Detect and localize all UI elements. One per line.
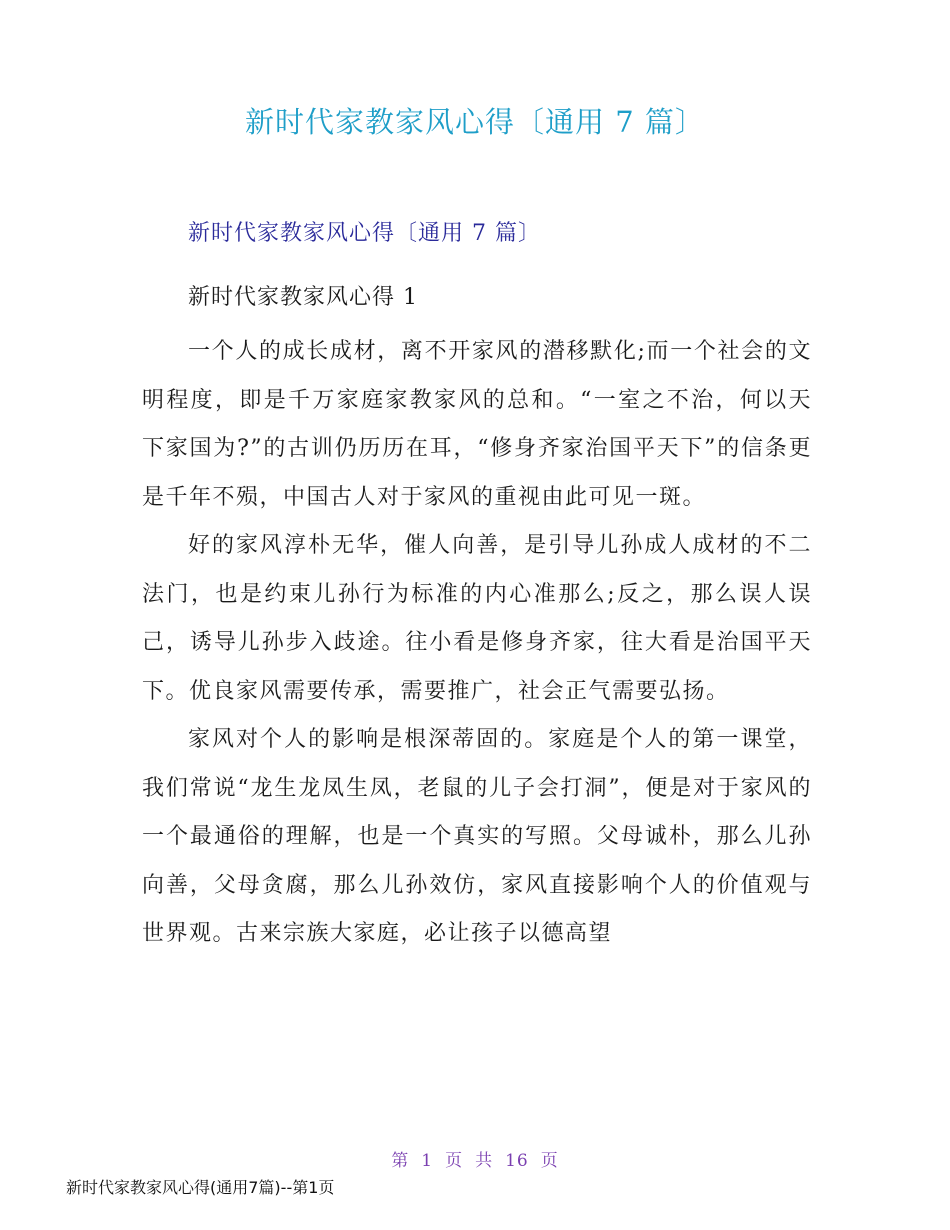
total-unit: 页 <box>540 1151 559 1171</box>
document-footer-label: 新时代家教家风心得(通用7篇)--第1页 <box>66 1178 335 1197</box>
paragraph-3: 家风对个人的影响是根深蒂固的。家庭是个人的第一课堂，我们常说“龙生龙凤生凤，老鼠的儿子会打洞”，便是对于家风的一个最通俗的理解，也是一个真实的写照。父母诚朴，那么儿孙向善，父母贪腐，那么儿孙效仿，家风直接影响个人的价值观与世界观。古来宗族大家庭，必让孩子以德高望 <box>142 727 812 946</box>
page-title: 新时代家教家风心得〔通用 7 篇〕 <box>245 105 705 139</box>
paragraph-1: 一个人的成长成材，离不开家风的潜移默化;而一个社会的文明程度，即是千万家庭家教家风的总和。“一室之不治，何以天下家国为?”的古训仍历历在耳，“修身齐家治国平天下”的信条更是千年不殒，中国古人对于家风的重视由此可见一斑。 <box>142 339 812 510</box>
document-subtitle: 新时代家教家风心得〔通用 7 篇〕 <box>188 221 541 246</box>
page-word: 第 <box>391 1151 410 1171</box>
page-unit: 页 <box>445 1151 464 1171</box>
page-number-footer <box>0 1148 950 1174</box>
section-heading: 新时代家教家风心得 1 <box>188 285 418 310</box>
body-text <box>142 328 812 959</box>
total-word: 共 <box>475 1151 494 1171</box>
total-pages: 16 <box>505 1151 529 1171</box>
paragraph-2: 好的家风淳朴无华，催人向善，是引导儿孙成人成材的不二法门，也是约束儿孙行为标准的内心准那么;反之，那么误人误己，诱导儿孙步入歧途。往小看是修身齐家，往大看是治国平天下。优良家风需要传承，需要推广，社会正气需要弘扬。 <box>142 533 812 704</box>
page-number: 1 <box>421 1151 434 1171</box>
